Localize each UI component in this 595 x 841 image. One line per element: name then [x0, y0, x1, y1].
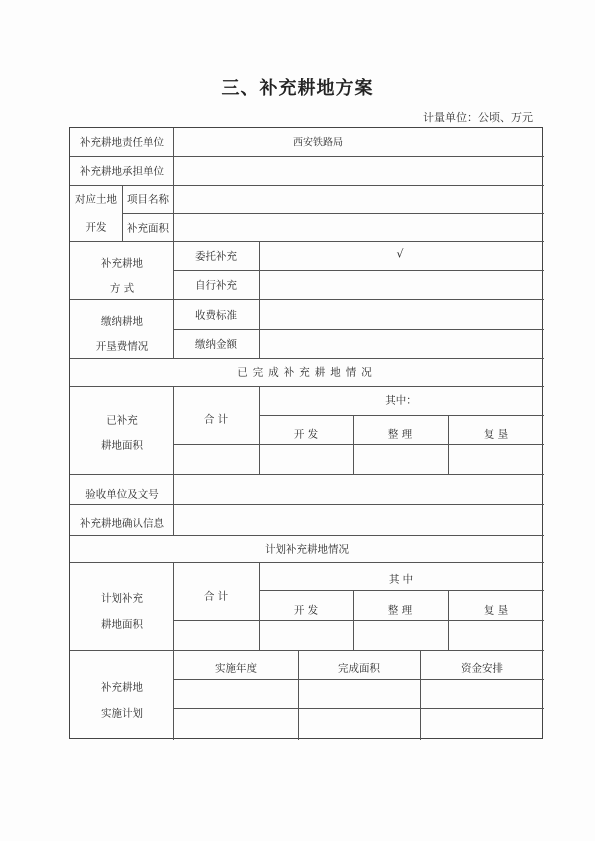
planned-total-label: 合 计 [203, 590, 229, 603]
planned-development-label: 开 发 [293, 604, 319, 617]
entrusted-supplement-label: 委托补充 [195, 250, 237, 263]
row-line [70, 650, 544, 651]
completed-arrangement-label: 整 理 [387, 428, 413, 441]
measurement-unit: 计量单位：公顷、万元 [423, 111, 533, 124]
row-line [70, 299, 544, 300]
row-line [70, 562, 544, 563]
completed-area-label: 耕地面积 [101, 439, 143, 452]
completed-of-which-label: 其中： [385, 394, 417, 407]
planned-area-label: 耕地面积 [101, 618, 143, 631]
row-line [173, 329, 544, 330]
implementation-plan-label: 补充耕地 [101, 681, 143, 694]
completed-total-label: 合 计 [203, 413, 229, 426]
land-development-label: 对应土地 [75, 193, 117, 206]
entrusted-checkmark: √ [396, 247, 404, 261]
row-line [70, 386, 544, 387]
row-line [70, 535, 544, 536]
col-line [448, 415, 449, 474]
row-line [173, 270, 544, 271]
col-line [173, 386, 174, 474]
planned-area-label: 计划补充 [101, 592, 143, 605]
row-line [70, 504, 544, 505]
acceptance-unit-label: 验收单位及文号 [85, 488, 159, 501]
row-line [70, 156, 544, 157]
responsible-unit-label: 补充耕地责任单位 [80, 136, 164, 149]
row-line [70, 241, 544, 242]
land-development-label: 开发 [85, 221, 107, 234]
col-line [259, 562, 260, 650]
col-line [353, 590, 354, 650]
col-line [420, 650, 421, 740]
responsible-unit-value: 西安铁路局 [293, 137, 343, 149]
planned-of-which-label: 其 中 [388, 573, 414, 586]
fee-standard-label: 收费标准 [195, 309, 237, 322]
planned-reclamation-label: 复 垦 [483, 604, 509, 617]
supplement-method-label: 补充耕地 [101, 257, 143, 270]
undertaking-unit-label: 补充耕地承担单位 [80, 165, 164, 178]
col-line [173, 562, 174, 650]
completed-reclamation-label: 复 垦 [483, 428, 509, 441]
reclamation-fee-label: 开垦费情况 [95, 340, 149, 353]
confirmation-info-label: 补充耕地确认信息 [80, 517, 164, 530]
supplement-method-label: 方 式 [109, 282, 135, 295]
row-line [259, 590, 544, 591]
row-line [122, 213, 544, 214]
col-line [122, 185, 123, 241]
row-line [259, 415, 544, 416]
col-line [353, 415, 354, 474]
self-supplement-label: 自行补充 [195, 279, 237, 292]
completed-section-title: 已完成补充耕地情况 [237, 366, 377, 379]
implementation-year-header: 实施年度 [215, 662, 257, 675]
project-name-label: 项目名称 [127, 193, 169, 206]
row-line [173, 620, 544, 621]
planned-arrangement-label: 整 理 [387, 604, 413, 617]
row-line [173, 708, 544, 709]
row-line [70, 474, 544, 475]
col-line [173, 241, 174, 358]
page-title: 三、补充耕地方案 [221, 78, 374, 99]
col-line [173, 650, 174, 740]
col-line [259, 386, 260, 474]
row-line [173, 679, 544, 680]
fee-amount-label: 缴纳金额 [195, 338, 237, 351]
completed-area-header: 完成面积 [338, 662, 380, 675]
supplement-area-label: 补充面积 [127, 222, 169, 235]
col-line [173, 185, 174, 241]
planned-section-title: 计划补充耕地情况 [265, 543, 349, 556]
row-line [173, 444, 544, 445]
implementation-plan-label: 实施计划 [101, 707, 143, 720]
col-line [173, 128, 174, 185]
row-line [70, 185, 544, 186]
completed-development-label: 开 发 [293, 428, 319, 441]
supplementary-farmland-table [69, 127, 543, 739]
row-line [70, 358, 544, 359]
col-line [173, 474, 174, 535]
col-line [448, 590, 449, 650]
completed-area-label: 已补充 [106, 414, 138, 427]
fund-arrangement-header: 资金安排 [461, 662, 503, 675]
reclamation-fee-label: 缴纳耕地 [101, 315, 143, 328]
col-line [259, 241, 260, 358]
col-line [298, 650, 299, 740]
